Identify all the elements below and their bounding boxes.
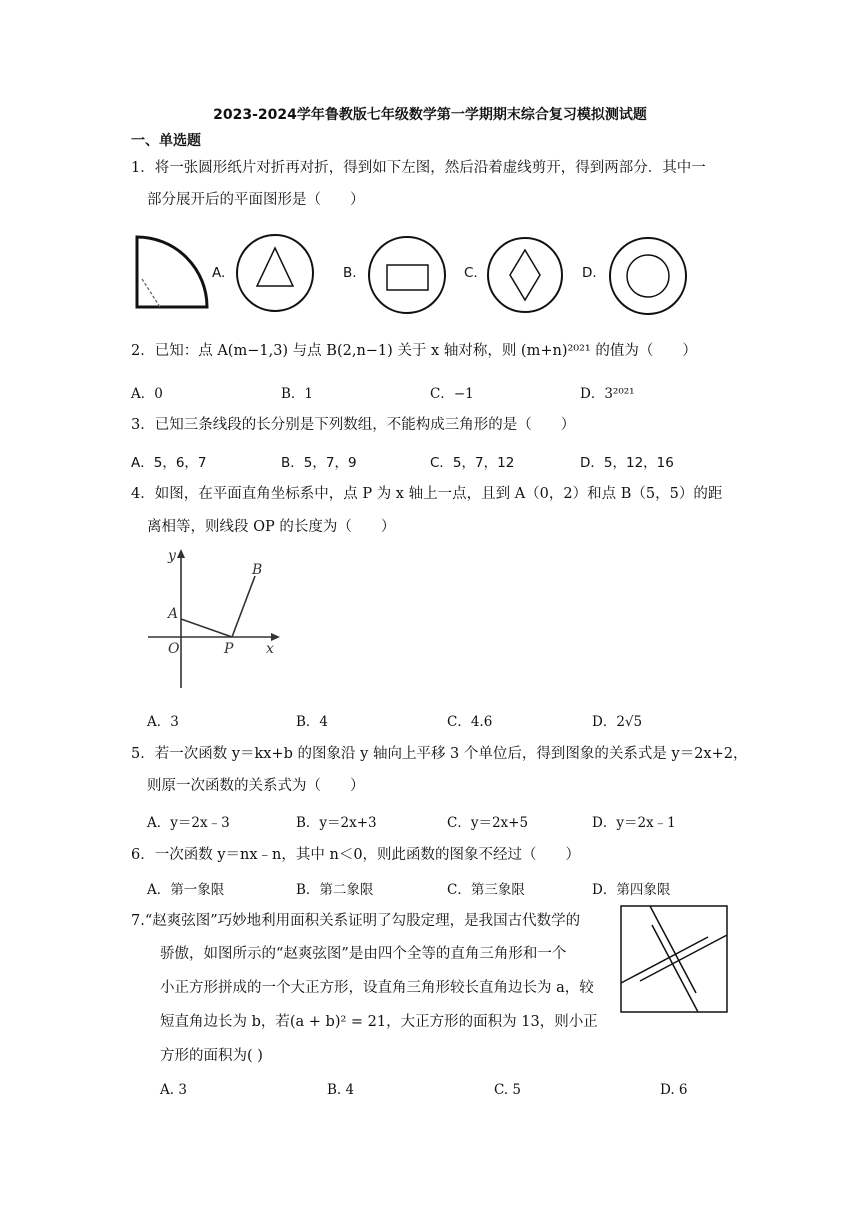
q6-option-d: D．第四象限 xyxy=(592,882,671,898)
q4-label-y: y xyxy=(168,548,176,564)
q1-option-a-figure xyxy=(235,233,315,313)
q4-label-a: A xyxy=(168,606,179,622)
q7-stem-line3: 小正方形拼成的一个大正方形，设直角三角形较长直角边长为 a，较 xyxy=(160,980,594,996)
q5-option-a: A．y＝2x﹣3 xyxy=(147,815,230,831)
q4-option-a: A．3 xyxy=(147,714,179,730)
q3-option-d: D．5，12，16 xyxy=(580,455,674,471)
q7-stem-line5: 方形的面积为( ) xyxy=(160,1048,263,1064)
q3-option-c: C．5，7，12 xyxy=(430,455,515,471)
q3-option-b: B．5，7，9 xyxy=(281,455,357,471)
q4-label-p: P xyxy=(224,641,234,657)
q1-stem-line1: 1．将一张圆形纸片对折再对折，得到如下左图，然后沿着虚线剪开，得到两部分．其中一 xyxy=(131,160,706,176)
q2-option-b: B．1 xyxy=(281,386,314,402)
q4-option-c: C．4.6 xyxy=(447,714,493,730)
section-heading: 一、单选题 xyxy=(131,133,201,149)
q1-folded-paper-figure xyxy=(134,234,210,310)
q1-option-d-figure xyxy=(608,236,688,316)
page-title: 2023-2024学年鲁教版七年级数学第一学期期末综合复习模拟测试题 xyxy=(213,107,647,123)
q1-option-c-figure xyxy=(486,236,564,314)
q4-label-b: B xyxy=(252,562,263,578)
q3-stem: 3．已知三条线段的长分别是下列数组，不能构成三角形的是（ ） xyxy=(131,417,576,433)
q7-option-d: D. 6 xyxy=(660,1082,688,1098)
q2-option-a: A．0 xyxy=(131,386,163,402)
q7-stem-line1: 7.“赵爽弦图”巧妙地利用面积关系证明了勾股定理，是我国古代数学的 xyxy=(131,913,581,929)
q4-option-b: B．4 xyxy=(296,714,329,730)
q4-stem-line1: 4．如图，在平面直角坐标系中，点 P 为 x 轴上一点，且到 A（0，2）和点 B（5，5）的距 xyxy=(131,486,723,502)
q4-coordinate-figure xyxy=(146,546,282,692)
q7-option-b: B. 4 xyxy=(327,1082,355,1098)
q4-label-o: O xyxy=(168,641,180,657)
q5-stem-line1: 5．若一次函数 y＝kx+b 的图象沿 y 轴向上平移 3 个单位后，得到图象的关系式是 y＝2x+2， xyxy=(131,746,748,762)
q1-option-c-label: C. xyxy=(464,265,478,281)
q2-option-d: D．3²⁰²¹ xyxy=(580,386,635,402)
q4-label-x: x xyxy=(266,641,274,657)
q2-option-c: C．−1 xyxy=(430,386,474,402)
q1-option-b-label: B. xyxy=(343,265,357,281)
q5-option-d: D．y＝2x﹣1 xyxy=(592,815,676,831)
q7-option-c: C. 5 xyxy=(494,1082,522,1098)
q1-option-b-figure xyxy=(367,235,447,315)
q6-option-c: C．第三象限 xyxy=(447,882,525,898)
q6-option-a: A．第一象限 xyxy=(147,882,225,898)
q1-stem-line2: 部分展开后的平面图形是（ ） xyxy=(147,192,365,208)
q7-stem-line2: 骄傲，如图所示的“赵爽弦图”是由四个全等的直角三角形和一个 xyxy=(160,946,567,962)
q3-option-a: A．5，6，7 xyxy=(131,455,207,471)
q7-option-a: A. 3 xyxy=(160,1082,187,1098)
q5-option-c: C．y＝2x+5 xyxy=(447,815,529,831)
q7-stem-line4: 短直角边长为 b，若(a + b)² = 21，大正方形的面积为 13，则小正 xyxy=(160,1014,598,1030)
q5-option-b: B．y＝2x+3 xyxy=(296,815,377,831)
q6-option-b: B．第二象限 xyxy=(296,882,374,898)
q6-stem: 6．一次函数 y＝nx﹣n，其中 n＜0，则此函数的图象不经过（ ） xyxy=(131,847,581,863)
q4-option-d: D．2√5 xyxy=(592,714,643,730)
q2-stem: 2．已知：点 A(m−1,3) 与点 B(2,n−1) 关于 x 轴对称，则 (m+n)²⁰²¹ 的值为（ ） xyxy=(131,343,697,359)
q1-option-a-label: A. xyxy=(212,265,226,281)
q4-stem-line2: 离相等，则线段 OP 的长度为（ ） xyxy=(147,519,396,535)
q7-zhao-shuang-figure xyxy=(620,905,730,1015)
q5-stem-line2: 则原一次函数的关系式为（ ） xyxy=(147,778,365,794)
q1-option-d-label: D. xyxy=(582,265,597,281)
